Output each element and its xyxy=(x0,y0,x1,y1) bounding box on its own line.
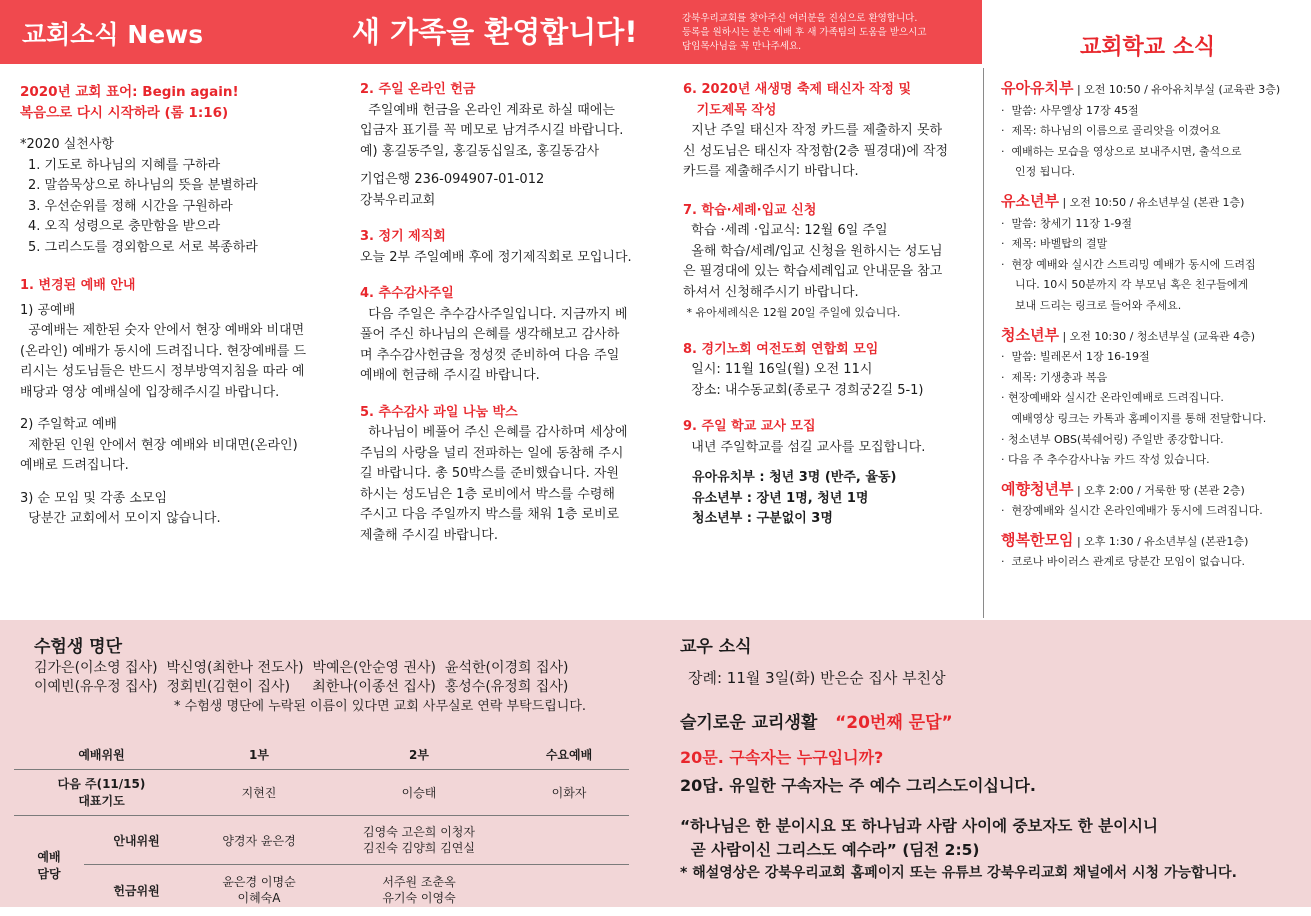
body-line: 길 바랍니다. 총 50박스를 준비했습니다. 자원 xyxy=(360,466,619,481)
welcome-note-line: 담임목사님을 꼭 만나주세요. xyxy=(682,41,802,52)
church-motto-verse: 복음으로 다시 시작하라 (롬 1:16) xyxy=(20,104,229,121)
body-line: 제출해 주시길 바랍니다. xyxy=(360,527,498,543)
body-line: 주일예배 헌금을 온라인 계좌로 하실 때에는 xyxy=(360,102,615,118)
recruit-item: 유소년부 : 장년 1명, 청년 1명 xyxy=(683,490,869,506)
body-line: 풀어 주신 하나님의 은혜를 생각해보고 감사하 xyxy=(360,327,620,342)
body-line: 올해 학습/세례/입교 신청을 원하시는 성도님 xyxy=(683,243,943,259)
member-news-title: 교우 소식 xyxy=(680,637,752,657)
recruit-item: 유아유치부 : 청년 3명 (반주, 율동) xyxy=(683,470,897,485)
dept-info: | 오후 1:30 / 유소년부실 (본관1층) xyxy=(1073,534,1249,548)
table-cell: 양경자 윤은경 xyxy=(222,833,296,848)
body-note: * 유아세례식은 12월 20일 주일에 있습니다. xyxy=(683,306,901,319)
dept-name: 행복한모임 xyxy=(1001,530,1074,549)
section-title: 8. 경기노회 여전도회 연합회 모임 xyxy=(683,341,879,357)
catechism-question: 20문. 구속자는 누구입니까? xyxy=(680,748,884,767)
account-holder: 강북우리교회 xyxy=(360,192,436,208)
body-line: 예) 홍길동주일, 홍길동십일조, 홍길동감사 xyxy=(360,143,600,159)
dept-line: · 다음 주 추수감사나눔 카드 작성 있습니다. xyxy=(1001,453,1210,467)
practice-item: 3. 우선순위를 정해 시간을 구원하라 xyxy=(28,198,233,214)
dept-line: · 제목: 기생충과 복음 xyxy=(1001,370,1108,384)
candidates-title: 수험생 명단 xyxy=(34,637,123,657)
body-line: (온라인) 예배가 동시에 드려집니다. 현장예배를 드 xyxy=(20,343,307,359)
body-line: 하셔서 신청해주시기 바랍니다. xyxy=(683,284,859,300)
section-title-cont: 기도제목 작성 xyxy=(683,102,777,118)
right-bottom xyxy=(680,632,1305,884)
dept-line: · 제목: 하나님의 이름으로 골리앗을 이겼어요 xyxy=(1001,124,1221,138)
dept-line: · 말씀: 사무엘상 17장 45절 xyxy=(1001,103,1139,117)
table-cell: 윤은경 이명순 이혜숙A xyxy=(222,875,296,905)
practice-item: 1. 기도로 하나님의 지혜를 구하라 xyxy=(28,157,221,173)
prayer-label: 다음 주(11/15) 대표기도 xyxy=(57,776,146,808)
column-3 xyxy=(683,80,980,530)
table-header: 예배위원 xyxy=(78,747,125,762)
welcome-title: 새 가족을 환영합니다! xyxy=(352,15,638,49)
body-line: 신 성도님은 태신자 작정함(2층 필경대)에 작정 xyxy=(683,143,949,159)
dept-line: 예배영상 링크는 카톡과 홈페이지를 통해 전달합니다. xyxy=(1001,411,1267,425)
candidates-row: 이예빈(유우정 집사) 정회빈(김현이 집사) 최한나(이종선 집사) 홍성수(유정희 집사) xyxy=(34,679,569,695)
dept-line: · 현장 예배와 실시간 스트리밍 예배가 동시에 드려집 xyxy=(1001,257,1256,271)
dept-line: · 현장예배와 실시간 온라인예배가 동시에 드려집니다. xyxy=(1001,504,1263,518)
dept-line: 인정 됩니다. xyxy=(1001,165,1076,179)
section-title: 4. 추수감사주일 xyxy=(360,286,454,301)
section-title: 6. 2020년 새생명 축제 태신자 작정 및 xyxy=(683,82,912,97)
table-header: 2부 xyxy=(409,747,429,762)
table-cell: 지현진 xyxy=(241,786,277,800)
section-title: 1. 변경된 예배 안내 xyxy=(20,278,136,293)
body-line: 예배에 헌금해 주시길 바랍니다. xyxy=(360,368,540,383)
body-line: 다음 주일은 추수감사주일입니다. 지금까지 베 xyxy=(360,306,628,322)
body-line: 리시는 성도님들은 반드시 정부방역지침을 따라 예 xyxy=(20,364,305,379)
body-line: 제한된 인원 안에서 현장 예배와 비대면(온라인) xyxy=(20,437,298,453)
doctrine-highlight: “20번째 문답” xyxy=(835,713,953,733)
candidates-row: 김가은(이소영 집사) 박신영(최한나 전도사) 박예은(안순영 권사) 윤석한(이경희 집사) xyxy=(34,660,569,676)
body-line: 하시는 성도님은 1층 로비에서 박스를 수령해 xyxy=(360,486,615,502)
table-cell: 서주원 조춘옥 유기숙 이영숙 xyxy=(382,875,456,905)
section-title: 9. 주일 학교 교사 모집 xyxy=(683,419,816,434)
body-line: 공예배는 제한된 숫자 안에서 현장 예배와 비대면 xyxy=(20,323,305,338)
table-cell: 이화자 xyxy=(551,786,587,800)
usher-label: 안내위원 xyxy=(113,833,160,848)
body-line: 배당과 영상 예배실에 입장해주시길 바랍니다. xyxy=(20,384,280,400)
dept-line: · 말씀: 창세기 11장 1-9절 xyxy=(1001,216,1133,230)
body-line: 오늘 2부 주일예배 후에 정기제직회로 모입니다. xyxy=(360,249,632,265)
church-school-title: 교회학교 소식 xyxy=(1080,35,1216,60)
scripture-quote-cont: 곧 사람이신 그리스도 예수라” (딤전 2:5) xyxy=(680,841,980,859)
column-1 xyxy=(20,82,338,530)
subsection-title: 1) 공예배 xyxy=(20,302,76,318)
section-title: 3. 정기 제직회 xyxy=(360,229,446,244)
doctrine-title: 슬기로운 교리생활 xyxy=(680,713,818,733)
dept-info: | 오전 10:30 / 청소년부실 (교육관 4층) xyxy=(1058,329,1256,343)
dept-info: | 오전 10:50 / 유아유치부실 (교육관 3층) xyxy=(1073,83,1281,96)
welcome-note-line: 등록을 원하시는 분은 예배 후 새 가족팀의 도움을 받으시고 xyxy=(682,27,927,38)
body-line: 내년 주일학교를 섬길 교사를 모집합니다. xyxy=(683,439,926,455)
column-2 xyxy=(360,80,660,546)
candidates-list xyxy=(34,659,634,716)
body-line: 며 추수감사헌금을 정성껏 준비하여 다음 주일 xyxy=(360,347,620,363)
table-cell: 김영숙 고은희 이청자 김진숙 김양희 김연실 xyxy=(363,825,475,855)
body-line: 주님의 사랑을 널리 전파하는 일에 동참해 주시 xyxy=(360,445,624,461)
recruit-item: 청소년부 : 구분없이 3명 xyxy=(683,511,833,526)
subsection-title: 3) 순 모임 및 각종 소모임 xyxy=(20,490,168,506)
subsection-title: 2) 주일학교 예배 xyxy=(20,417,117,432)
scripture-quote: “하나님은 한 분이시요 또 하나님과 사람 사이에 중보자도 한 분이시니 xyxy=(680,817,1158,835)
meeting-place: 장소: 내수동교회(종로구 경희궁2길 5-1) xyxy=(683,382,924,398)
dept-line: · 코로나 바이러스 관계로 당분간 모임이 없습니다. xyxy=(1001,555,1245,569)
body-line: 하나님이 베풀어 주신 은혜를 감사하며 세상에 xyxy=(360,425,628,440)
dept-line: · 현장예배와 실시간 온라인예배로 드려집니다. xyxy=(1001,391,1224,405)
catechism-answer: 20답. 유일한 구속자는 주 예수 그리스도이십니다. xyxy=(680,776,1036,795)
candidates-note: * 수험생 명단에 누락된 이름이 있다면 교회 사무실로 연락 부탁드립니다. xyxy=(174,699,587,714)
dept-line: · 예배하는 모습을 영상으로 보내주시면, 출석으로 xyxy=(1001,144,1242,158)
section-title: 7. 학습·세례·입교 신청 xyxy=(683,202,817,218)
bank-account: 기업은행 236-094907-01-012 xyxy=(360,172,545,187)
practice-item: 5. 그리스도를 경외함으로 서로 복종하라 xyxy=(28,239,258,255)
body-line: 예배로 드려집니다. xyxy=(20,458,129,473)
church-news-title: 교회소식 News xyxy=(22,20,204,49)
church-motto: 2020년 교회 표어: Begin again! xyxy=(20,84,239,100)
offering-label: 헌금위원 xyxy=(113,883,160,898)
column-divider xyxy=(983,68,984,618)
body-line: 당분간 교회에서 모이지 않습니다. xyxy=(20,511,221,526)
practice-title: *2020 실천사항 xyxy=(20,137,114,152)
dept-info: | 오전 10:50 / 유소년부실 (본관 1층) xyxy=(1058,195,1245,209)
dept-name: 유아유치부 xyxy=(1001,79,1074,97)
section-title: 2. 주일 온라인 헌금 xyxy=(360,82,476,97)
table-header: 수요예배 xyxy=(545,747,593,762)
body-line: 학습 ·세례 ·입교식: 12월 6일 주일 xyxy=(683,223,888,238)
church-school-column xyxy=(1001,78,1307,573)
dept-name: 청소년부 xyxy=(1001,325,1059,344)
dept-line: · 제목: 바벨탑의 결말 xyxy=(1001,237,1108,251)
table-header: 1부 xyxy=(249,747,269,762)
body-line: 지난 주일 태신자 작정 카드를 제출하지 못하 xyxy=(683,123,943,138)
body-line: 은 필경대에 있는 학습세례입교 안내문을 참고 xyxy=(683,264,943,279)
dept-info: | 오후 2:00 / 거룩한 땅 (본관 2층) xyxy=(1073,483,1245,497)
body-line: 카드를 제출해주시기 바랍니다. xyxy=(683,164,859,179)
meeting-date: 일시: 11월 16일(월) 오전 11시 xyxy=(683,362,873,377)
dept-name: 예향청년부 xyxy=(1001,479,1074,498)
body-line: 입금자 표기를 꼭 메모로 남겨주시길 바랍니다. xyxy=(360,123,624,138)
welcome-note-line: 강북우리교회를 찾아주신 여러분을 진심으로 환영합니다. xyxy=(682,13,918,24)
body-line: 주시고 다음 주일까지 박스를 채워 1층 로비로 xyxy=(360,507,620,522)
dept-line: 보내 드리는 링크로 들어와 주세요. xyxy=(1001,298,1182,312)
practice-item: 4. 오직 성령으로 충만함을 받으라 xyxy=(28,219,221,234)
dept-line: · 청소년부 OBS(북쉐어링) 주일반 종강합니다. xyxy=(1001,432,1224,446)
worship-duty-table xyxy=(14,739,629,916)
dept-name: 유소년부 xyxy=(1001,191,1059,210)
duty-group-label: 예배 담당 xyxy=(37,850,61,881)
welcome-note xyxy=(682,12,977,54)
practice-item: 2. 말씀묵상으로 하나님의 뜻을 분별하라 xyxy=(28,178,258,193)
table-cell: 이승태 xyxy=(401,786,437,800)
dept-line: · 말씀: 빌레몬서 1장 16-19절 xyxy=(1001,350,1150,364)
member-news-body: 장례: 11월 3일(화) 반은순 집사 부친상 xyxy=(688,669,946,687)
section-title: 5. 추수감사 과일 나눔 박스 xyxy=(360,404,518,420)
video-note: * 해설영상은 강북우리교회 홈페이지 또는 유튜브 강북우리교회 채널에서 시청 가능합니다. xyxy=(680,865,1237,881)
dept-line: 니다. 10시 50분까지 각 부모님 혹은 친구들에게 xyxy=(1001,278,1249,292)
